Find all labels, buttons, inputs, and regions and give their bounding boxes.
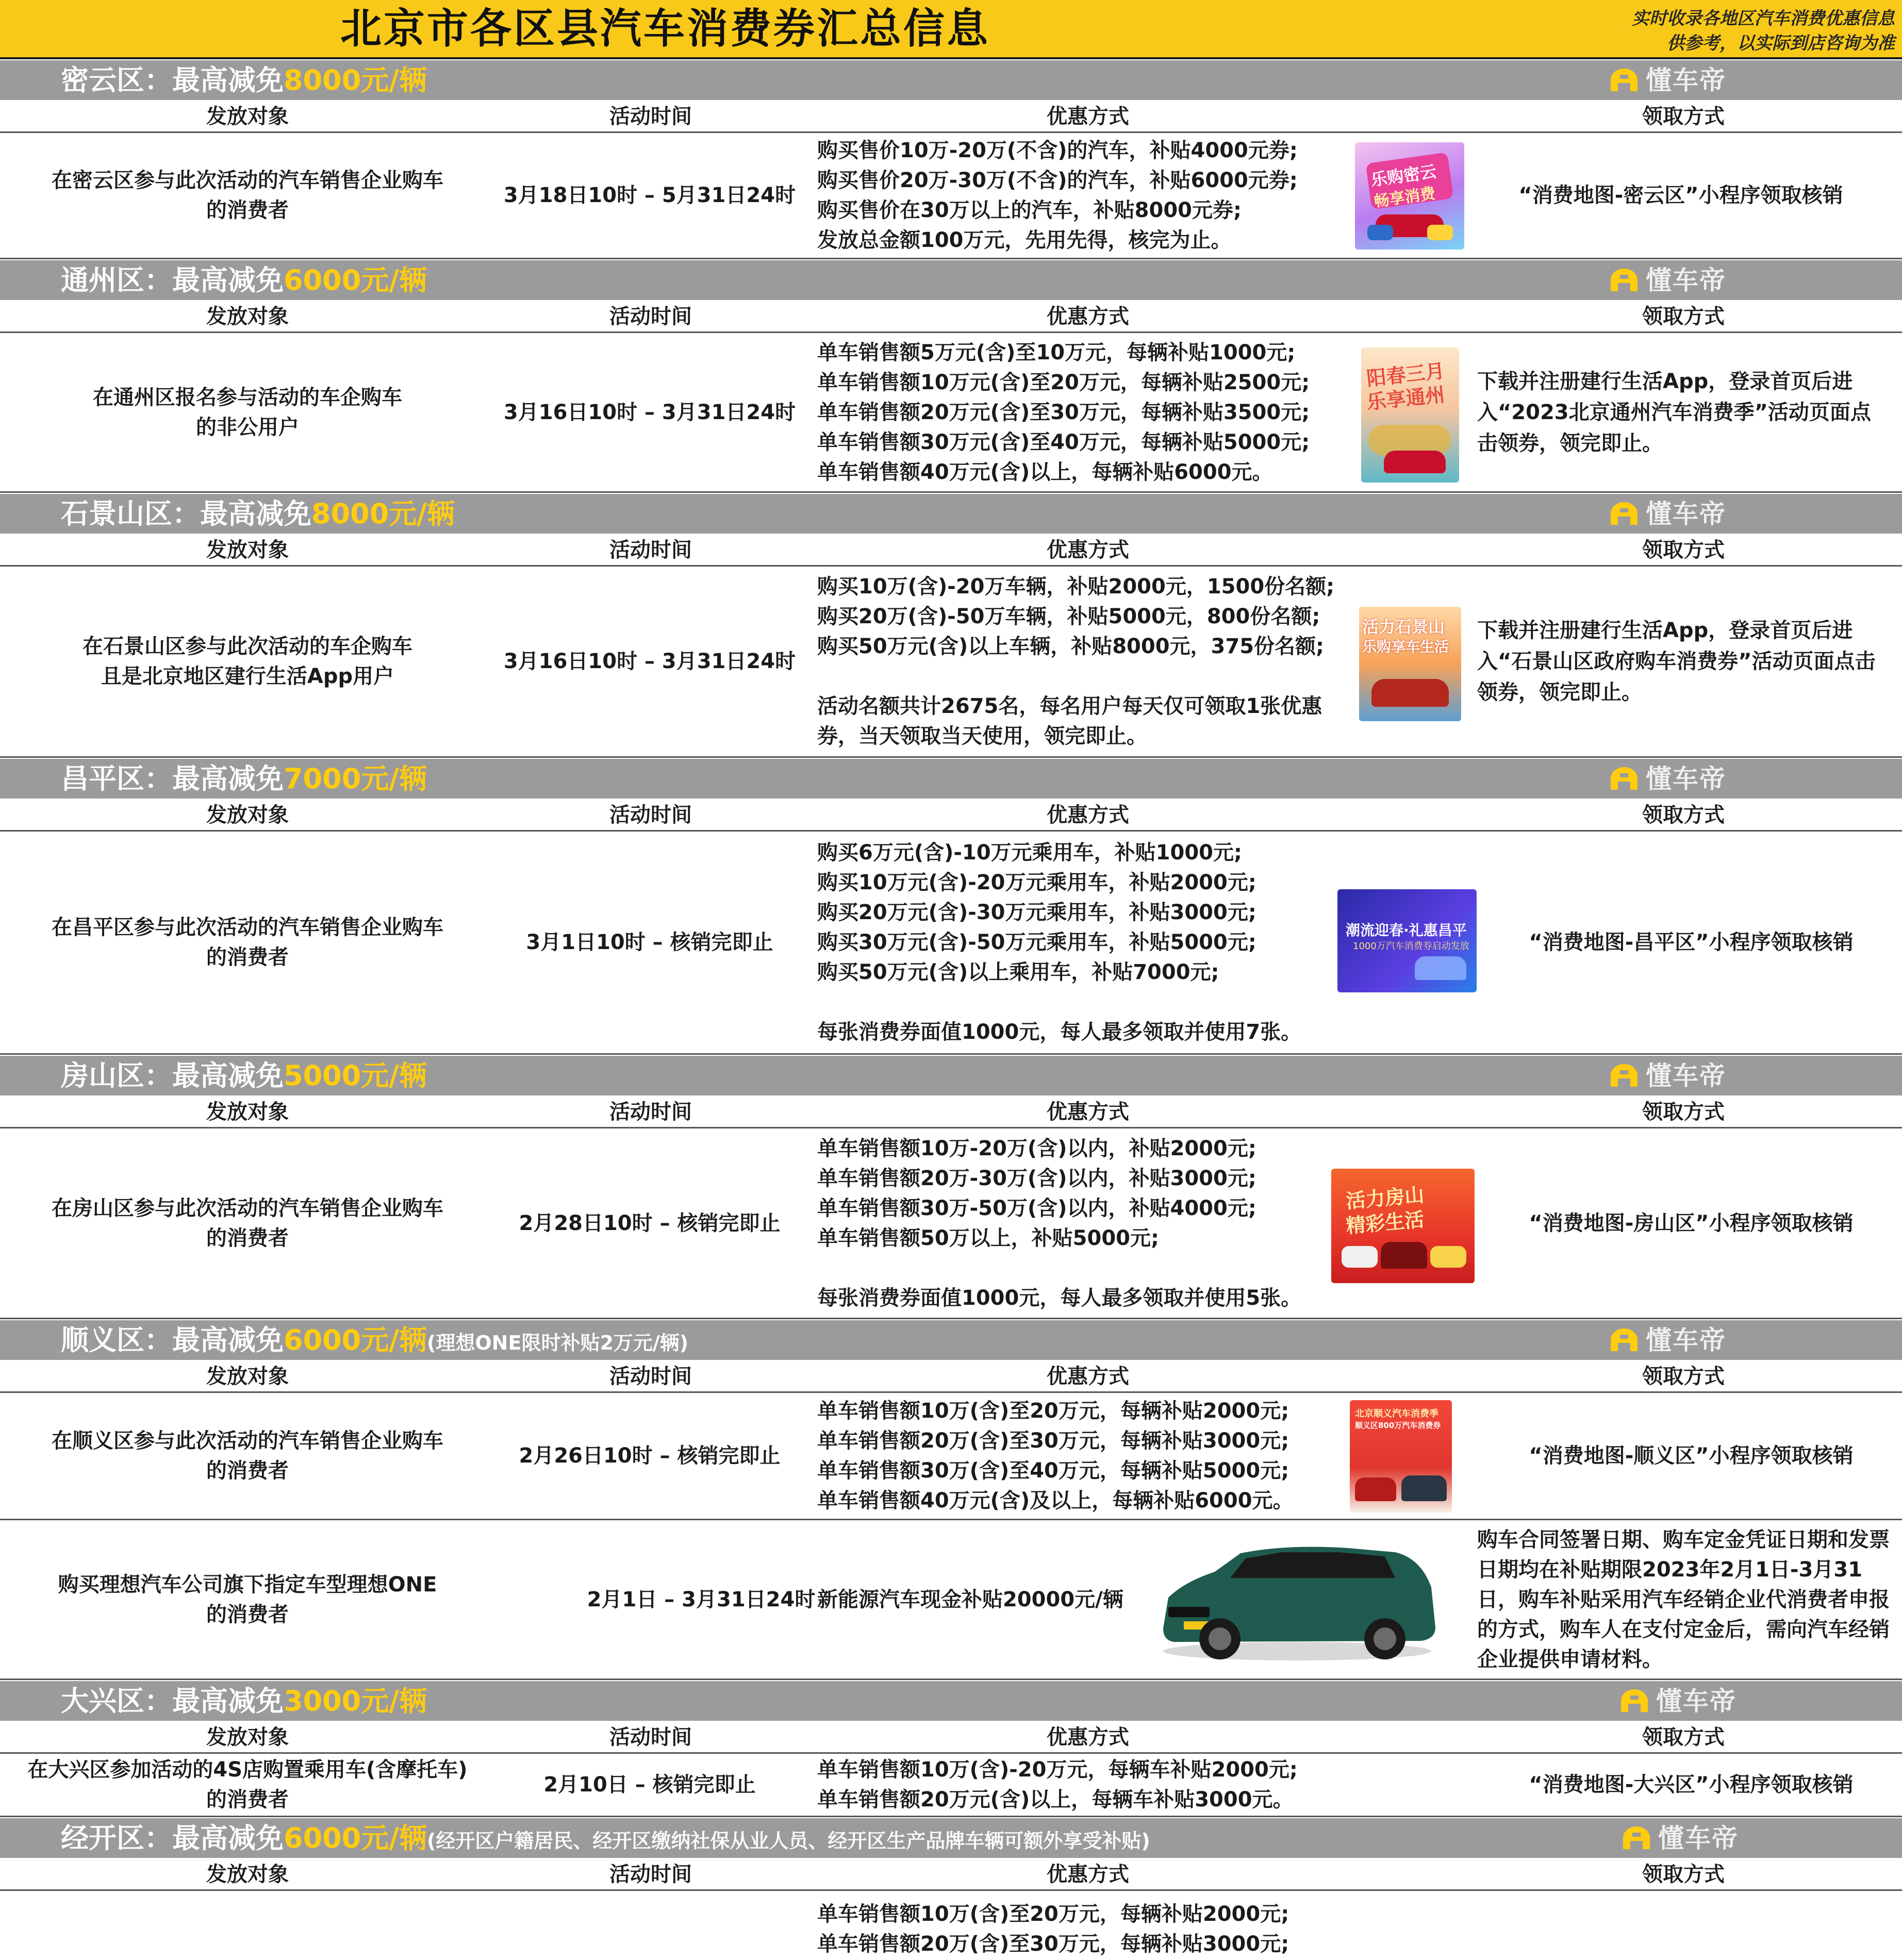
poster-caption: 活力房山: [1345, 1183, 1425, 1213]
table-row: [0, 832, 1902, 1055]
title-note-line-1: 实时收录各地区汽车消费优惠信息: [1632, 8, 1895, 29]
col-offer: 优惠方式: [1047, 803, 1129, 827]
column-header-row: [0, 534, 1902, 567]
brand-text: 懂车帝: [1646, 65, 1726, 95]
poster-caption: 顺义区800万汽车消费券: [1355, 1421, 1441, 1430]
promo-poster-image: [1337, 889, 1477, 992]
col-target: 发放对象: [206, 1365, 289, 1388]
col-time: 活动时间: [609, 803, 692, 827]
col-time: 活动时间: [609, 1725, 692, 1749]
column-header-row: [0, 1858, 1902, 1891]
brand-text: 懂车帝: [1656, 1686, 1736, 1716]
col-offer: 优惠方式: [1047, 538, 1129, 562]
claim-cell: “消费地图-顺义区”小程序领取核销: [1529, 1444, 1854, 1468]
time-cell: 2月28日10时 – 核销完即止: [519, 1211, 781, 1235]
poster-caption: 乐购密云: [1369, 161, 1438, 190]
time-cell: 3月18日10时 – 5月31日24时: [503, 184, 796, 207]
offer-cell: 购买6万元(含)-10万元乘用车，补贴1000元; 购买10万元(含)-20万元乘用车，补贴2000元; 购买20万元(含)-30万元乘用车，补贴3000元; 购买30万元(含)-50万元乘用车，补贴5000元; 购买50万元(含)以上乘用车，补贴7000元; 每张消费券面值1000元，每人最多领取并使用7张。: [817, 841, 1302, 1044]
target-cell: 在密云区参与此次活动的汽车销售企业购车 的消费者: [52, 169, 443, 222]
col-time: 活动时间: [609, 305, 692, 328]
col-offer: 优惠方式: [1047, 305, 1129, 328]
target-cell: 在大兴区参加活动的4S店购置乘用车(含摩托车) 的消费者: [27, 1758, 468, 1812]
brand-text: 懂车帝: [1646, 265, 1726, 295]
section-header-miyun: [0, 60, 1902, 100]
col-offer: 优惠方式: [1047, 105, 1129, 128]
offer-cell: 单车销售额10万(含)至20万元，每辆补贴2000元; 单车销售额20万(含)至30万元，每辆补贴3000元; 单车销售额30万(含)至40万元，每辆补贴5000元; 单车销售额40万元(含)及以上，每辆补贴6000元。: [817, 1399, 1294, 1513]
column-header-row: [0, 100, 1902, 133]
target-cell: 在通州区报名参与活动的车企购车 的非公用户: [93, 385, 402, 439]
section-title: 密云区：最高减免8000元/辆: [61, 64, 427, 96]
col-target: 发放对象: [206, 803, 289, 827]
brand-text: 懂车帝: [1646, 499, 1726, 529]
time-cell: 3月16日10时 – 3月31日24时: [503, 400, 796, 424]
col-target: 发放对象: [206, 1863, 289, 1886]
section-header-shunyi: [0, 1320, 1902, 1360]
offer-cell: 购买10万(含)-20万车辆，补贴2000元，1500份名额; 购买20万(含)-50万车辆，补贴5000元，800份名额; 购买50万元(含)以上车辆，补贴8000元，375份名额; 活动名额共计2675名，每名用户每天仅可领取1张优惠 券，当天领取当天使用，领完即止。: [817, 575, 1335, 748]
section-header-tongzhou: [0, 260, 1902, 300]
offer-cell: 单车销售额10万-20万(含)以内，补贴2000元; 单车销售额20万-30万(含)以内，补贴3000元; 单车销售额30万-50万(含)以内，补贴4000元; 单车销售额50万以上，补贴5000元; 每张消费券面值1000元，每人最多领取并使用5张。: [817, 1136, 1302, 1310]
col-claim: 领取方式: [1642, 1863, 1725, 1886]
time-cell: 3月16日10时 – 3月31日24时: [503, 650, 796, 673]
column-header-row: [0, 1360, 1902, 1393]
column-header-row: [0, 799, 1902, 832]
poster-caption: 乐享通州: [1365, 383, 1446, 414]
col-offer: 优惠方式: [1047, 1725, 1129, 1749]
table-row: [0, 567, 1902, 758]
table-row: [0, 333, 1902, 493]
target-cell: 购买理想汽车公司旗下指定车型理想ONE 的消费者: [58, 1572, 437, 1626]
target-cell: 在石景山区参与此次活动的车企购车 且是北京地区建行生活App用户: [82, 635, 412, 688]
table-row: [0, 1891, 1902, 1960]
col-claim: 领取方式: [1642, 538, 1725, 562]
brand-text: 懂车帝: [1646, 1325, 1726, 1355]
col-time: 活动时间: [609, 1100, 692, 1124]
time-cell: 2月26日10时 – 核销完即止: [519, 1444, 781, 1468]
col-time: 活动时间: [609, 105, 692, 128]
col-time: 活动时间: [609, 1863, 692, 1886]
section-header-jingkai: [0, 1818, 1902, 1858]
col-claim: 领取方式: [1642, 1100, 1725, 1124]
brand-text: 懂车帝: [1646, 1061, 1726, 1091]
col-claim: 领取方式: [1642, 1365, 1725, 1388]
section-title: 昌平区：最高减免7000元/辆: [61, 762, 427, 795]
table-row: [0, 1520, 1902, 1680]
promo-poster-image: [1355, 142, 1464, 250]
col-target: 发放对象: [206, 1100, 289, 1124]
offer-cell: 单车销售额10万(含)-20万元，每辆车补贴2000元; 单车销售额20万元(含)以上，每辆车补贴3000元。: [817, 1758, 1298, 1812]
col-offer: 优惠方式: [1047, 1365, 1129, 1388]
brand-icon: [1608, 500, 1641, 528]
target-cell: 在房山区参与此次活动的汽车销售企业购车 的消费者: [52, 1196, 443, 1250]
col-target: 发放对象: [206, 105, 289, 128]
time-cell: 2月1日 – 3月31日24时: [587, 1587, 816, 1612]
title-note-line-2: 供参考，以实际到店咨询为准: [1667, 33, 1895, 54]
col-target: 发放对象: [206, 538, 289, 562]
section-title: 经开区：最高减免6000元/辆(经开区户籍居民、经开区缴纳社保从业人员、经开区生产品牌车辆可额外享受补贴): [61, 1822, 1150, 1854]
offer-cell: 新能源汽车现金补贴20000元/辆: [817, 1587, 1123, 1612]
poster-caption: 畅享消费: [1372, 184, 1437, 211]
column-header-row: [0, 1721, 1902, 1754]
poster-caption: 活力石景山: [1362, 617, 1445, 637]
table-row: [0, 1754, 1902, 1817]
section-header-daxing: [0, 1681, 1902, 1721]
section-header-changping: [0, 759, 1902, 799]
claim-cell: 购车合同签署日期、购车定金凭证日期和发票日期均在补贴期限2023年2月1日-3月31日，购车补贴采用汽车经销企业代消费者申报的方式，购车人在支付定金后，需向汽车经销企业提供申请材料。: [1477, 1527, 1890, 1671]
col-claim: 领取方式: [1642, 1725, 1725, 1749]
claim-cell: “消费地图-昌平区”小程序领取核销: [1529, 931, 1854, 954]
poster-caption: 精彩生活: [1345, 1208, 1425, 1238]
col-target: 发放对象: [206, 1725, 289, 1749]
section-title: 顺义区：最高减免6000元/辆(理想ONE限时补贴2万元/辆): [61, 1324, 689, 1356]
column-header-row: [0, 300, 1902, 333]
col-offer: 优惠方式: [1047, 1863, 1129, 1886]
col-claim: 领取方式: [1642, 305, 1725, 328]
brand-text: 懂车帝: [1658, 1823, 1739, 1853]
title-note: [1632, 6, 1895, 56]
brand-icon: [1608, 1062, 1641, 1090]
poster-caption: 乐购享车生活: [1362, 638, 1449, 655]
table-row: [0, 133, 1902, 259]
target-cell: 在昌平区参与此次活动的汽车销售企业购车 的消费者: [52, 916, 443, 969]
brand-icon: [1620, 1824, 1653, 1852]
section-header-shijingshan: [0, 494, 1902, 534]
poster-caption: 阳春三月: [1365, 359, 1446, 390]
col-time: 活动时间: [609, 538, 692, 562]
section-title: 石景山区：最高减免8000元/辆: [61, 497, 455, 530]
promo-poster-image: [1361, 347, 1459, 483]
poster-caption: 1000万汽车消费券启动发放: [1353, 941, 1469, 952]
brand-text: 懂车帝: [1646, 764, 1726, 794]
col-claim: 领取方式: [1642, 105, 1725, 128]
offer-cell: 单车销售额10万(含)至20万元，每辆补贴2000元; 单车销售额20万(含)至30万元，每辆补贴3000元;: [817, 1902, 1289, 1956]
section-header-fangshan: [0, 1056, 1902, 1095]
section-title: 房山区：最高减免5000元/辆: [61, 1059, 427, 1092]
claim-cell: 下载并注册建行生活App，登录首页后进入“石景山区政府购车消费券”活动页面点击领券，领完即止。: [1477, 619, 1876, 704]
claim-cell: “消费地图-密云区”小程序领取核销: [1518, 184, 1843, 207]
promo-poster-image: [1350, 1400, 1452, 1513]
page-title: 北京市各区县汽车消费券汇总信息: [340, 5, 990, 53]
section-title: 通州区：最高减免6000元/辆: [61, 264, 427, 296]
table-row: [0, 1128, 1902, 1319]
brand-icon: [1608, 267, 1641, 294]
claim-cell: “消费地图-房山区”小程序领取核销: [1529, 1211, 1854, 1235]
car-suv-image: [1153, 1541, 1442, 1665]
offer-cell: 单车销售额5万元(含)至10万元，每辆补贴1000元; 单车销售额10万元(含)至20万元，每辆补贴2500元; 单车销售额20万元(含)至30万元，每辆补贴3500元; 单车销售额30万元(含)至40万元，每辆补贴5000元; 单车销售额40万元(含)以上，每辆补贴6000元。: [817, 340, 1310, 484]
col-target: 发放对象: [206, 305, 289, 328]
col-time: 活动时间: [609, 1365, 692, 1388]
claim-cell: 下载并注册建行生活App，登录首页后进入“2023北京通州汽车消费季”活动页面点击领券，领完即止。: [1477, 369, 1871, 455]
offer-cell: 购买售价10万-20万(不含)的汽车，补贴4000元券; 购买售价20万-30万(不含)的汽车，补贴6000元券; 购买售价在30万以上的汽车，补贴8000元券; 发放总金额100万元，先用先得，核完为止。: [817, 139, 1298, 252]
promo-poster-image: [1359, 607, 1461, 721]
brand-icon: [1618, 1687, 1651, 1715]
time-cell: 3月1日10时 – 核销完即止: [526, 931, 773, 954]
title-banner: [0, 0, 1902, 59]
time-cell: 2月10日 – 核销完即止: [543, 1773, 756, 1797]
column-header-row: [0, 1095, 1902, 1128]
poster-caption: 北京顺义汽车消费季: [1355, 1408, 1438, 1419]
col-claim: 领取方式: [1642, 803, 1725, 827]
brand-icon: [1608, 1326, 1641, 1354]
section-title: 大兴区：最高减免3000元/辆: [61, 1685, 427, 1717]
table-row: [0, 1393, 1902, 1520]
poster-caption: 潮流迎春·礼惠昌平: [1346, 922, 1467, 939]
col-offer: 优惠方式: [1047, 1100, 1129, 1124]
brand-icon: [1608, 67, 1641, 94]
brand-icon: [1608, 765, 1641, 793]
claim-cell: “消费地图-大兴区”小程序领取核销: [1529, 1773, 1854, 1797]
target-cell: 在顺义区参与此次活动的汽车销售企业购车 的消费者: [52, 1429, 443, 1483]
promo-poster-image: [1331, 1169, 1475, 1283]
